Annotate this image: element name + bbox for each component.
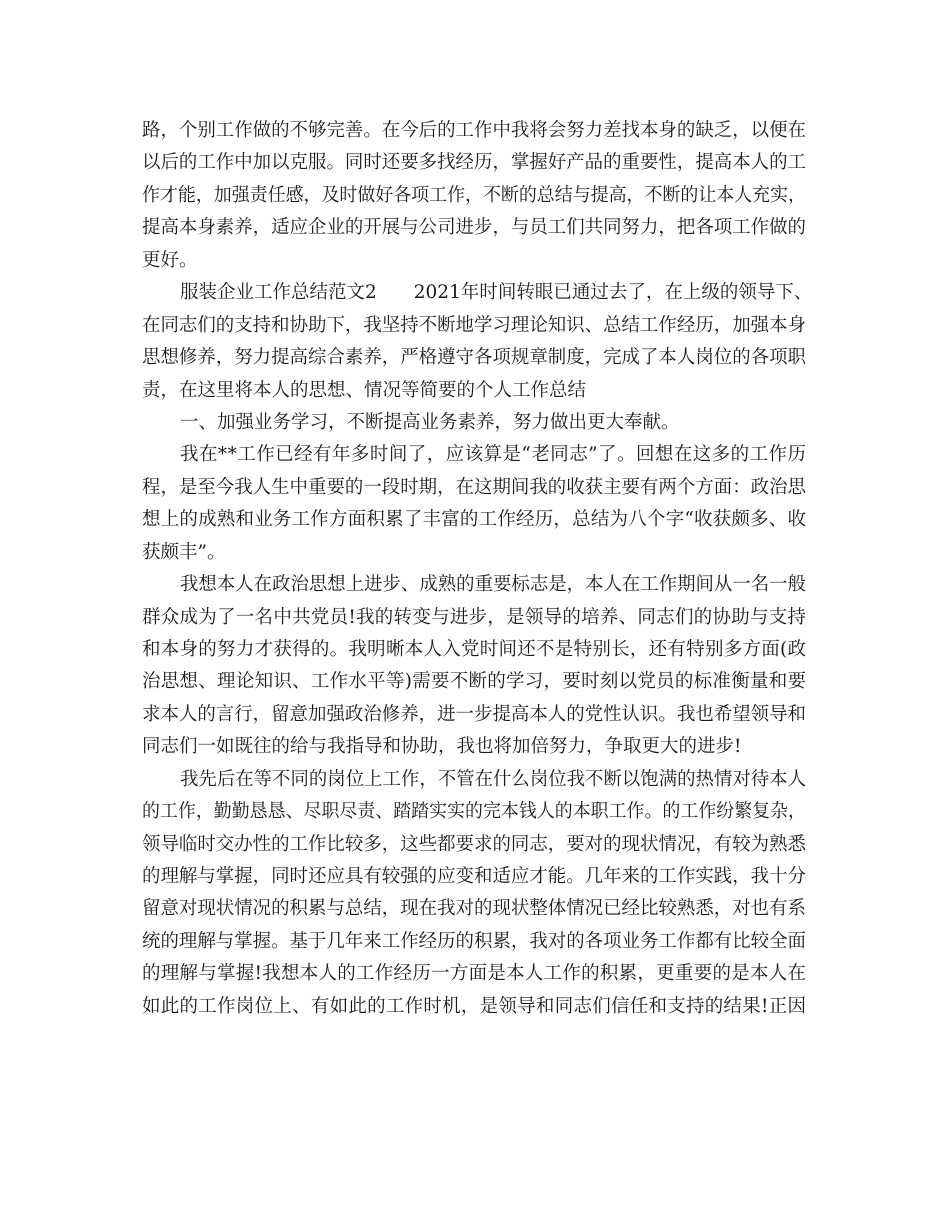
- text-line: 领导临时交办性的工作比较多，这些都要求的同志，要对的现状情况，有较为熟悉: [142, 834, 806, 855]
- text-line: 我先后在等不同的岗位上工作，不管在什么岗位我不断以饱满的热情对待本人: [180, 769, 806, 790]
- text-line: 在同志们的支持和协助下，我坚持不断地学习理论知识、总结工作经历，加强本身: [142, 315, 806, 336]
- text-line: 如此的工作岗位上、有如此的工作时机，是领导和同志们信任和支持的结果!正因: [142, 996, 807, 1017]
- text-line: 更好。: [142, 250, 198, 271]
- text-line: 治思想、理论知识、工作水平等)需要不断的学习，要时刻以党员的标准衡量和要: [142, 671, 807, 692]
- text-line: 路，个别工作做的不够完善。在今后的工作中我将会努力差找本身的缺乏，以便在: [142, 120, 806, 141]
- text-line: 获颇丰”。: [142, 542, 226, 563]
- text-line: 一、加强业务学习，不断提高业务素养，努力做出更大奉献。: [180, 412, 680, 433]
- text-line: 我想本人在政治思想上进步、成熟的重要标志是，本人在工作期间从一名一般: [180, 574, 806, 595]
- text-line: 责，在这里将本人的思想、情况等简要的个人工作总结: [142, 380, 587, 401]
- text-line: 以后的工作中加以克服。同时还要多找经历，掌握好产品的重要性，提高本人的工: [142, 152, 806, 173]
- text-line: 提高本身素养，适应企业的开展与公司进步，与员工们共同努力，把各项工作做的: [142, 217, 806, 238]
- text-line: 的工作，勤勤恳恳、尽职尽责、踏踏实实的完本钱人的本职工作。的工作纷繁复杂，: [142, 801, 806, 822]
- text-line: 留意对现状情况的积累与总结，现在我对的现状整体情况已经比较熟悉，对也有系: [142, 898, 806, 919]
- text-line: 思想修养，努力提高综合素养，严格遵守各项规章制度，完成了本人岗位的各项职: [142, 347, 806, 368]
- text-line: 程，是至今我人生中重要的一段时期，在这期间我的收获主要有两个方面：政治思: [142, 477, 806, 498]
- text-line: 想上的成熟和业务工作方面积累了丰富的工作经历，总结为八个字“收获颇多、收: [142, 509, 807, 530]
- text-line: 和本身的努力才获得的。我明晰本人入党时间还不是特别长，还有特别多方面(政: [142, 639, 807, 660]
- text-line: 服装企业工作总结范文2 2021年时间转眼已通过去了，在上级的领导下、: [180, 282, 813, 303]
- text-line: 同志们一如既往的给与我指导和协助，我也将加倍努力，争取更大的进步!: [142, 736, 742, 757]
- text-line: 统的理解与掌握。基于几年来工作经历的积累，我对的各项业务工作都有比较全面: [142, 931, 806, 952]
- text-line: 群众成为了一名中共党员!我的转变与进步，是领导的培养、同志们的协助与支持: [142, 607, 807, 628]
- text-line: 作才能，加强责任感，及时做好各项工作，不断的总结与提高，不断的让本人充实，: [142, 185, 806, 206]
- text-line: 的理解与掌握!我想本人的工作经历一方面是本人工作的积累，更重要的是本人在: [142, 963, 807, 984]
- text-line: 的理解与掌握，同时还应具有较强的应变和适应才能。几年来的工作实践，我十分: [142, 866, 806, 887]
- text-line: 求本人的言行，留意加强政治修养，进一步提高本人的党性认识。我也希望领导和: [142, 704, 806, 725]
- text-line: 我在**工作已经有年多时间了，应该算是“老同志”了。回想在这多的工作历: [180, 444, 807, 465]
